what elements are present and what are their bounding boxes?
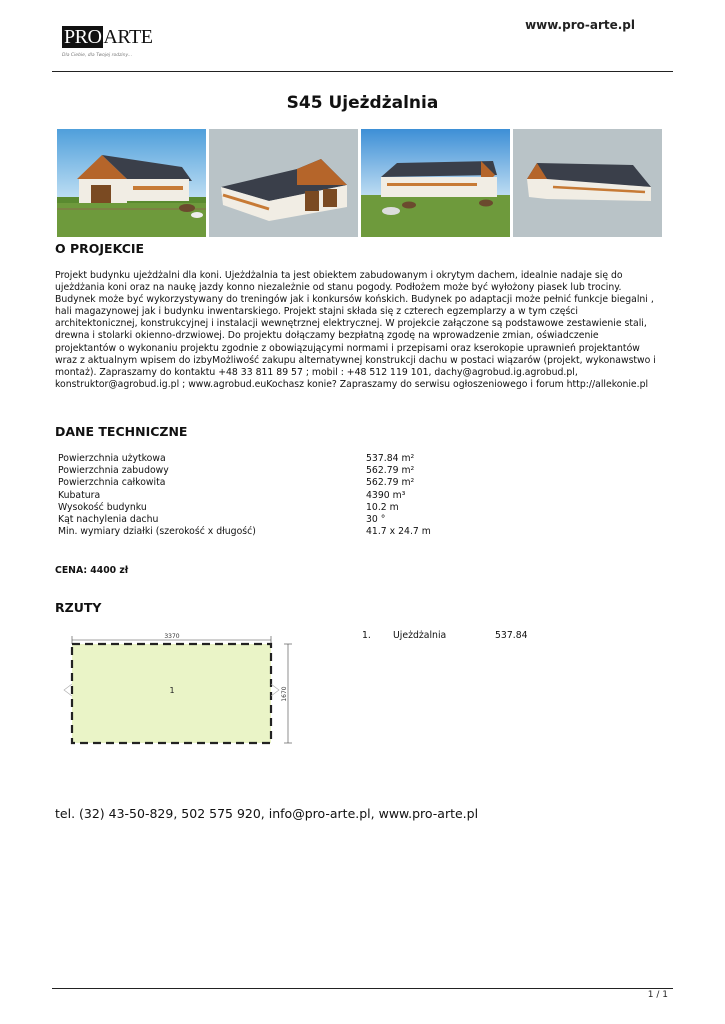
company-logo [62, 24, 152, 64]
tech-value: 562.79 m² [366, 465, 415, 477]
tech-label: Min. wymiary działki (szerokość x długość) [58, 526, 256, 538]
tech-label: Powierzchnia użytkowa [58, 453, 166, 464]
tech-heading: DANE TECHNICZNE [55, 424, 188, 439]
room-number: 1 [169, 686, 175, 695]
building-photo-1 [57, 129, 206, 237]
about-heading: O PROJEKCIE [55, 241, 145, 256]
building-photo-3 [361, 129, 510, 237]
tech-label: Kąt nachylenia dachu [58, 513, 159, 525]
building-render-4 [513, 129, 662, 237]
floor-plan [58, 632, 298, 748]
tech-value: 41.7 x 24.7 m [366, 526, 431, 538]
height-dimension-label: 1670 [281, 686, 288, 702]
logo-tagline: Dla Ciebie, dla Twojej rodziny... [62, 53, 133, 58]
room-legend [362, 630, 562, 644]
tech-label: Powierzchnia całkowita [58, 477, 166, 489]
building-render-2 [209, 129, 358, 237]
tech-value: 562.79 m² [366, 477, 415, 489]
tech-label: Wysokość budynku [58, 501, 147, 513]
price-label: CENA: 4400 zł [55, 565, 129, 576]
site-url[interactable]: www.pro-arte.pl [525, 18, 635, 32]
page-title: S45 Ujeżdżalnia [286, 93, 439, 113]
tech-value: 10.2 m [366, 501, 399, 513]
contact-line: tel. (32) 43-50-829, 502 575 920, info@pro-arte.pl, www.pro-arte.pl [55, 806, 479, 821]
legend-num: 1. [362, 630, 371, 641]
floor-plans-heading: RZUTY [55, 600, 102, 615]
legend-row [362, 630, 562, 644]
width-dimension-label: 3370 [164, 633, 180, 640]
tech-value: 30 ° [366, 513, 386, 525]
logo-wordmark: PRO ARTE [64, 26, 153, 48]
about-description: Projekt budynku ujeżdżalni dla koni. Ujeżdżalnia ta jest obiektem zabudowanym i okrytym dachem, idealnie nadaje się do ujeżdżania koni oraz na naukę jazdy konno niezależnie od stanu pogody. Podłożem może być wyłożony piasek lub trociny. Budynek może być wykorzystywany do treningów jak i konkursów końskich. Budynek po adaptacji może pełnić funkcje biegalni , hali magazynowej jak i budynku inwentarskiego. Projekt stajni składa się z czterech egzemplarzy a w tym części architektonicznej, konstrukcyjnej i instalacji wewnętrznej elektrycznej. W projekcie załączone są podstawowe zestawienie stali, drewna i stolarki okienno-drzwiowej. Do projektu dołączamy bezpłatną zgodę na wprowadzenie zmian, oświadczenie projektantów o wykonaniu projektu zgodnie z obowiązującymi normami i przepisami oraz kserokopie uprawnień projektantów wraz z aktualnym wpisem do izbyMożliwość zakupu alternatywnej konstrukcji dachu w postaci wiązarów (projekt, wykonawstwo i montaż). Zapraszamy do kontaktu +48 33 811 89 57 ; mobil : +48 512 119 101, dachy@agrobud.ig.agrobud.pl, konstruktor@agrobud.ig.pl ; www.agrobud.euKochasz konie? Zapraszamy do serwisu ogłoszeniowego i forum http://allekonie.pl [55, 270, 656, 390]
tech-value: 537.84 m² [366, 453, 415, 464]
footer-divider [52, 988, 673, 989]
tech-value: 4390 m³ [366, 489, 406, 501]
legend-room-area: 537.84 [495, 630, 528, 641]
tech-label: Kubatura [58, 489, 101, 501]
page-number: 1 / 1 [647, 990, 668, 1000]
tech-label: Powierzchnia zabudowy [58, 465, 169, 477]
legend-room-name: Ujeżdżalnia [393, 630, 447, 641]
header-divider [52, 71, 673, 72]
